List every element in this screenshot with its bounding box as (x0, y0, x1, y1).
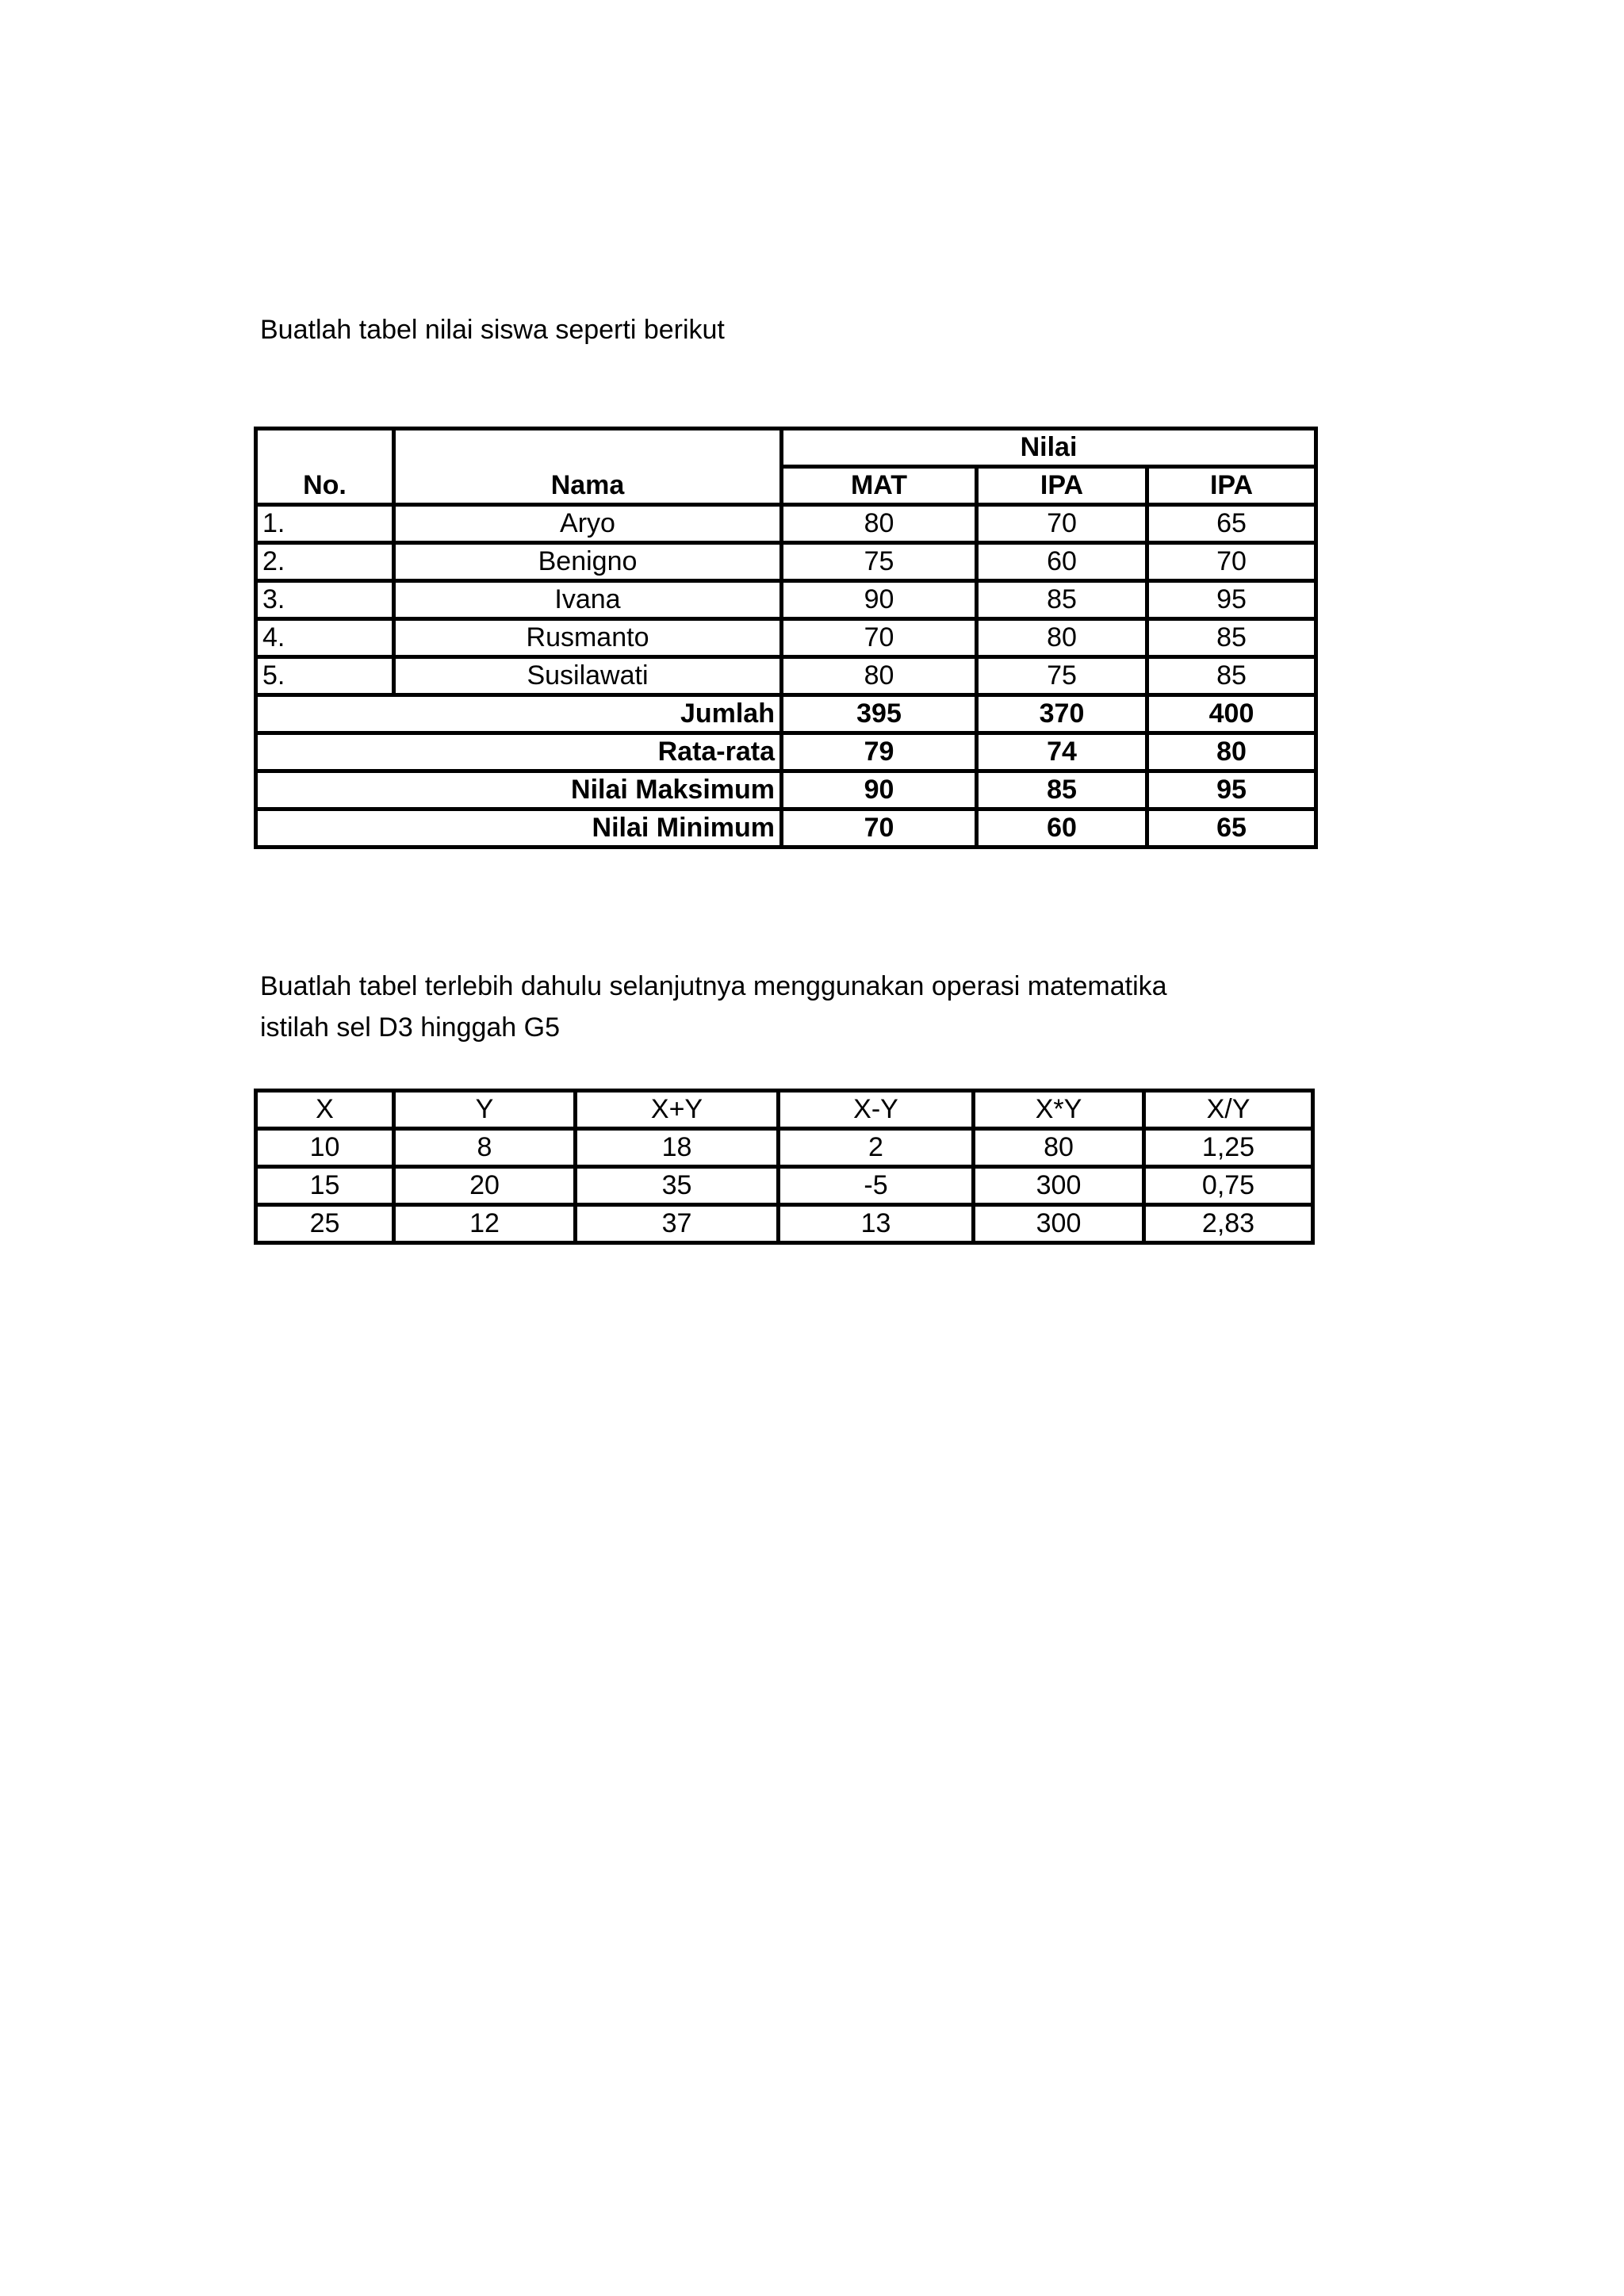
cell-mat: 80 (782, 505, 977, 543)
header-y: Y (394, 1091, 576, 1129)
cell-ipa-1: 85 (977, 581, 1147, 619)
table-row (256, 581, 1316, 619)
cell-ipa-1: 60 (977, 543, 1147, 581)
summary-ipa-1: 370 (977, 695, 1147, 733)
table-header-row (256, 1091, 1313, 1129)
math-operations-table (254, 1089, 1315, 1245)
cell-x: 25 (256, 1205, 394, 1243)
header-nama: Nama (394, 429, 782, 505)
cell-ipa-2: 65 (1147, 505, 1316, 543)
cell-y: 8 (394, 1129, 576, 1167)
summary-mat: 79 (782, 733, 977, 771)
summary-mat: 70 (782, 809, 977, 848)
cell-nama: Ivana (394, 581, 782, 619)
cell-nama: Benigno (394, 543, 782, 581)
cell-ipa-2: 95 (1147, 581, 1316, 619)
cell-x-div-y: 0,75 (1144, 1167, 1313, 1205)
summary-label: Jumlah (256, 695, 782, 733)
summary-ipa-2: 95 (1147, 771, 1316, 809)
cell-mat: 75 (782, 543, 977, 581)
summary-row-nilai-maksimum (256, 771, 1316, 809)
cell-x-plus-y: 18 (576, 1129, 779, 1167)
cell-mat: 70 (782, 619, 977, 657)
summary-ipa-2: 80 (1147, 733, 1316, 771)
instruction-text-2-line-2: istilah sel D3 hinggah G5 (260, 1012, 561, 1043)
cell-no: 1. (256, 505, 394, 543)
summary-label: Nilai Minimum (256, 809, 782, 848)
cell-no: 4. (256, 619, 394, 657)
table-header-row (256, 429, 1316, 467)
summary-ipa-1: 60 (977, 809, 1147, 848)
cell-ipa-2: 85 (1147, 657, 1316, 695)
table-row (256, 543, 1316, 581)
cell-x-minus-y: 13 (779, 1205, 974, 1243)
cell-nama: Rusmanto (394, 619, 782, 657)
header-x-minus-y: X-Y (779, 1091, 974, 1129)
cell-x-div-y: 1,25 (1144, 1129, 1313, 1167)
summary-row-rata-rata (256, 733, 1316, 771)
cell-x-times-y: 300 (974, 1167, 1144, 1205)
summary-label: Nilai Maksimum (256, 771, 782, 809)
cell-y: 12 (394, 1205, 576, 1243)
cell-no: 5. (256, 657, 394, 695)
cell-ipa-1: 75 (977, 657, 1147, 695)
header-x: X (256, 1091, 394, 1129)
table-row (256, 505, 1316, 543)
cell-x-minus-y: 2 (779, 1129, 974, 1167)
table-row (256, 1129, 1313, 1167)
cell-ipa-2: 85 (1147, 619, 1316, 657)
cell-mat: 90 (782, 581, 977, 619)
cell-no: 3. (256, 581, 394, 619)
cell-x-minus-y: -5 (779, 1167, 974, 1205)
cell-x-div-y: 2,83 (1144, 1205, 1313, 1243)
table-row (256, 1205, 1313, 1243)
instruction-text-2 (260, 966, 1167, 1048)
cell-no: 2. (256, 543, 394, 581)
cell-mat: 80 (782, 657, 977, 695)
summary-ipa-2: 65 (1147, 809, 1316, 848)
header-x-times-y: X*Y (974, 1091, 1144, 1129)
summary-ipa-1: 74 (977, 733, 1147, 771)
student-scores-table (254, 427, 1318, 849)
cell-x-plus-y: 35 (576, 1167, 779, 1205)
cell-y: 20 (394, 1167, 576, 1205)
cell-x-times-y: 300 (974, 1205, 1144, 1243)
cell-x: 10 (256, 1129, 394, 1167)
cell-x: 15 (256, 1167, 394, 1205)
cell-ipa-2: 70 (1147, 543, 1316, 581)
instruction-text-2-line-1: Buatlah tabel terlebih dahulu selanjutnya menggunakan operasi matematika (260, 971, 1167, 1001)
header-no: No. (256, 429, 394, 505)
cell-ipa-1: 80 (977, 619, 1147, 657)
summary-label: Rata-rata (256, 733, 782, 771)
subheader-mat: MAT (782, 467, 977, 505)
table-row (256, 657, 1316, 695)
summary-mat: 395 (782, 695, 977, 733)
summary-ipa-1: 85 (977, 771, 1147, 809)
subheader-ipa-2: IPA (1147, 467, 1316, 505)
summary-row-nilai-minimum (256, 809, 1316, 848)
table-row (256, 619, 1316, 657)
instruction-text-1: Buatlah tabel nilai siswa seperti berikut (260, 315, 725, 345)
cell-nama: Susilawati (394, 657, 782, 695)
summary-ipa-2: 400 (1147, 695, 1316, 733)
summary-mat: 90 (782, 771, 977, 809)
cell-ipa-1: 70 (977, 505, 1147, 543)
table-row (256, 1167, 1313, 1205)
summary-row-jumlah (256, 695, 1316, 733)
cell-nama: Aryo (394, 505, 782, 543)
header-nilai: Nilai (782, 429, 1316, 467)
header-x-plus-y: X+Y (576, 1091, 779, 1129)
subheader-ipa-1: IPA (977, 467, 1147, 505)
cell-x-times-y: 80 (974, 1129, 1144, 1167)
header-x-div-y: X/Y (1144, 1091, 1313, 1129)
cell-x-plus-y: 37 (576, 1205, 779, 1243)
